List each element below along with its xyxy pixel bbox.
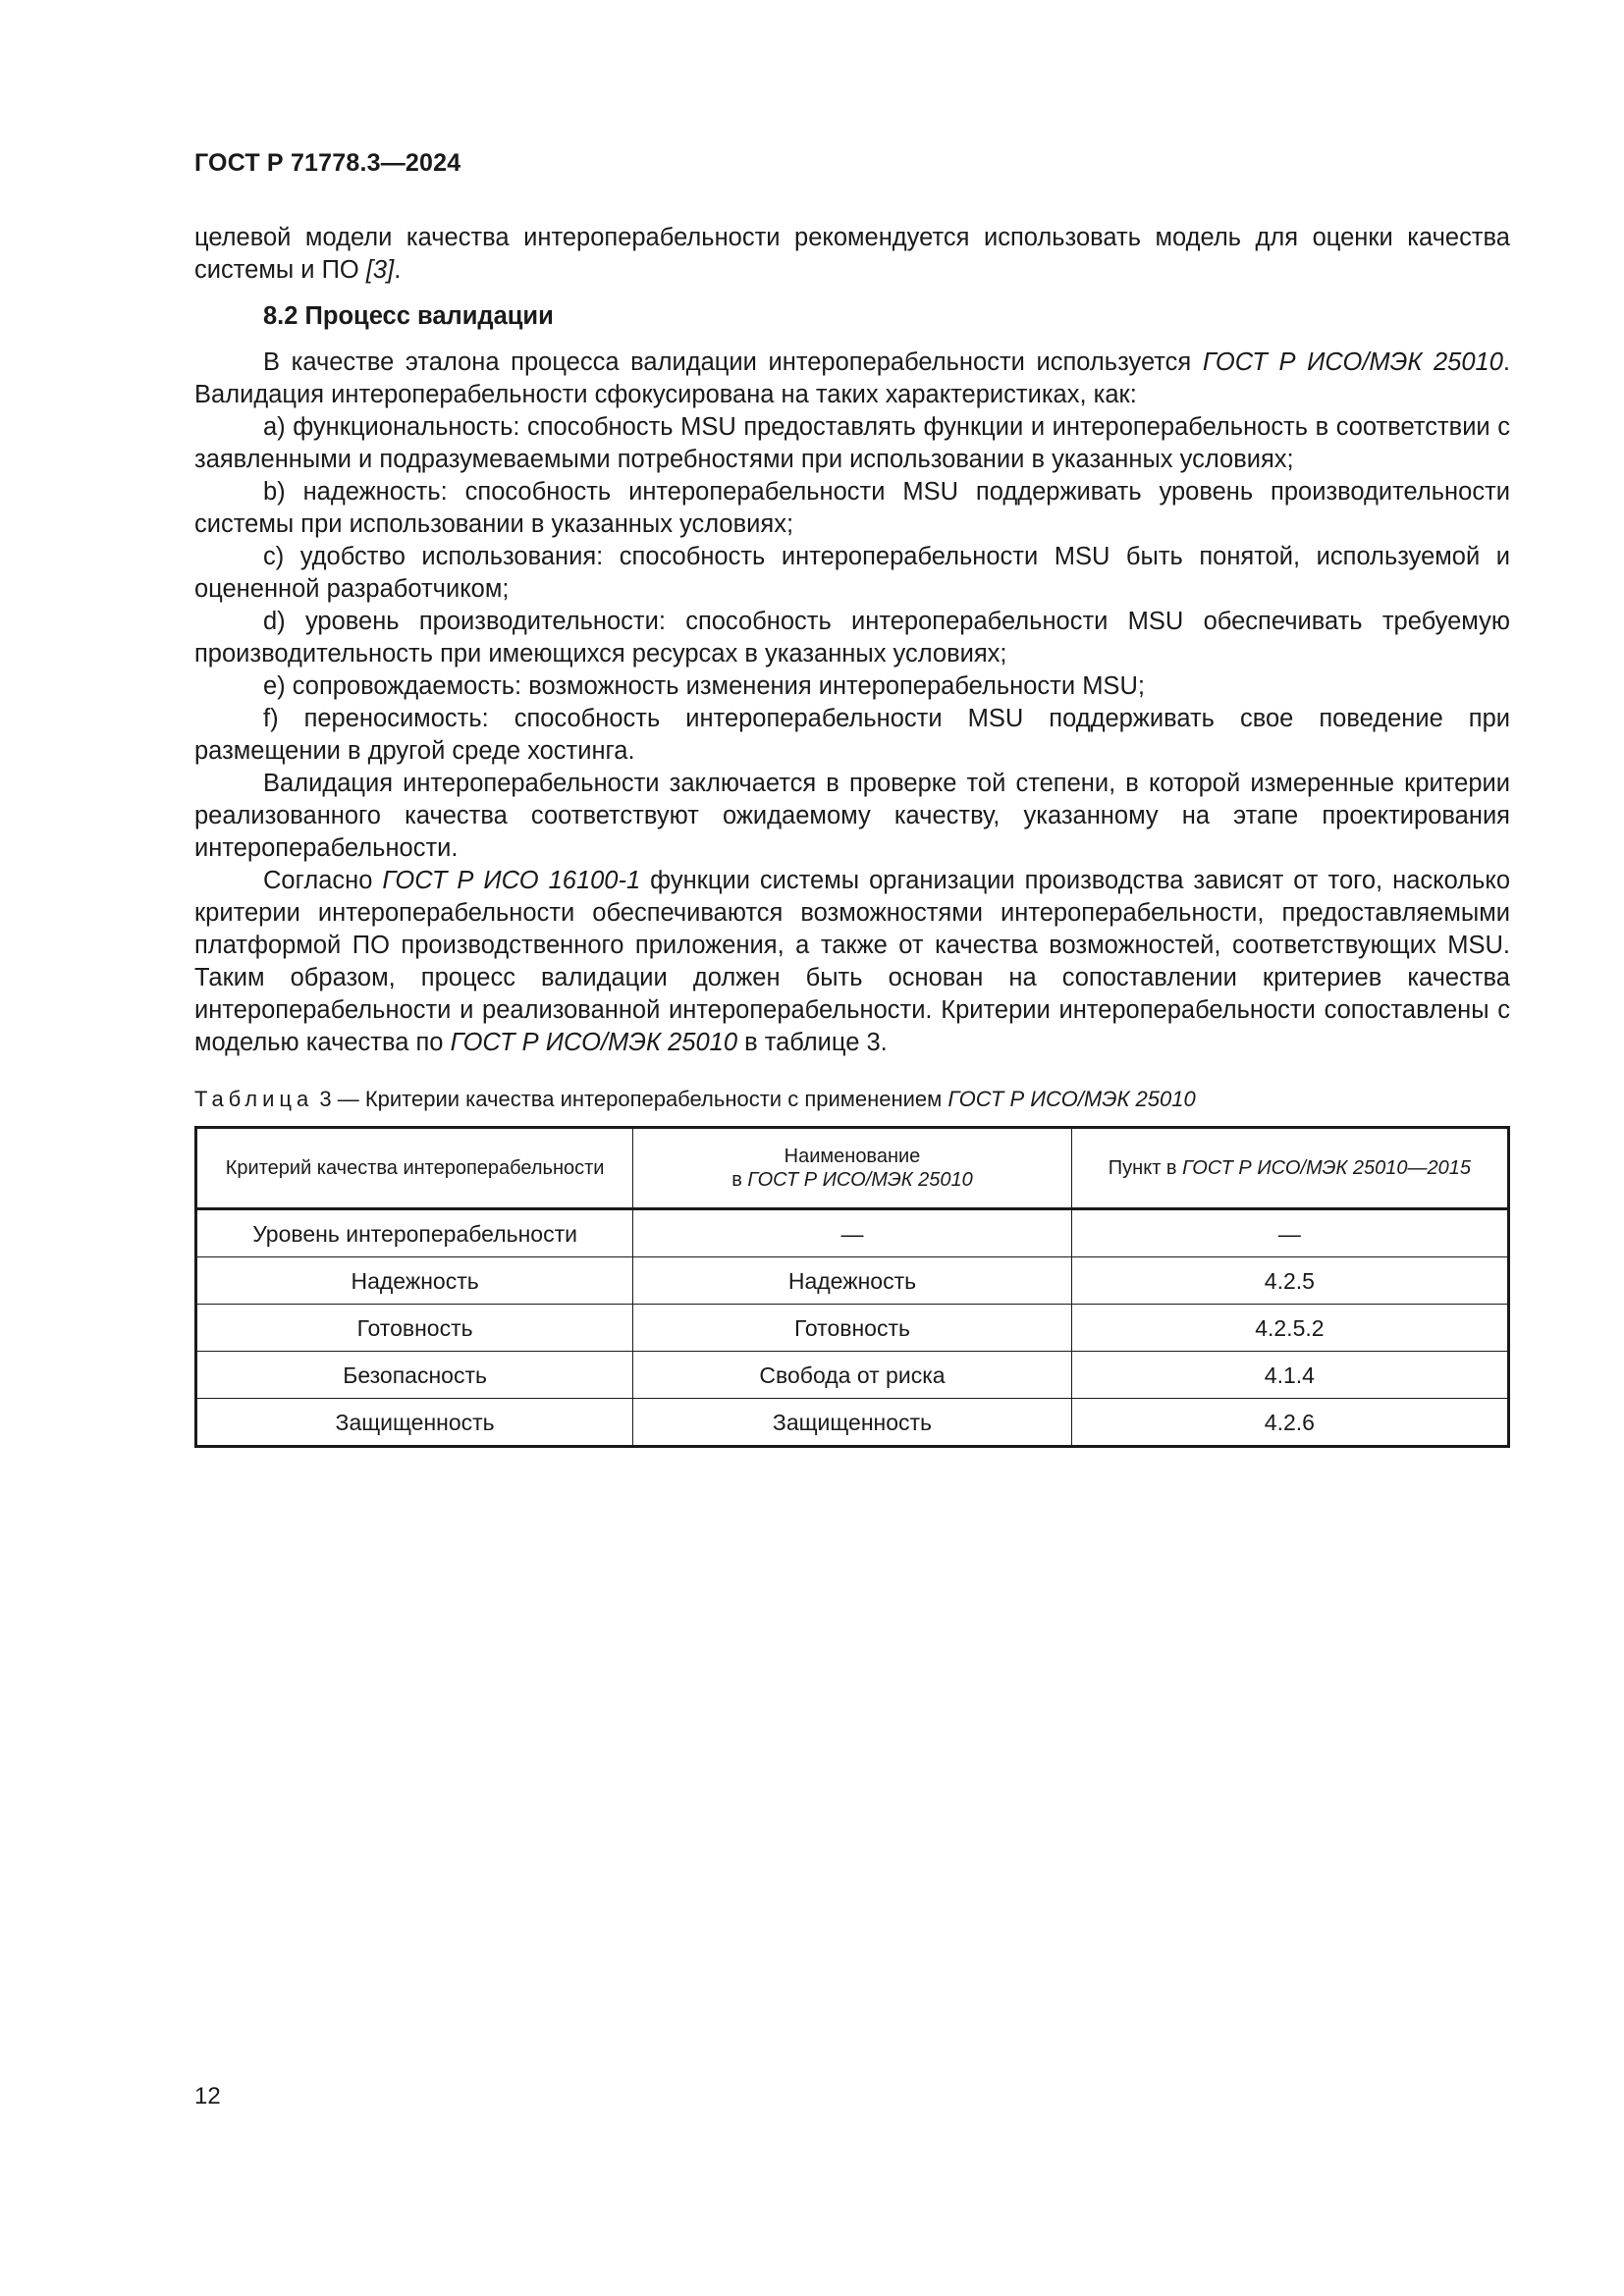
paragraph-iso-16100: Согласно ГОСТ Р ИСО 16100-1 функции системы организации производства зависят от того, насколько критерии интероперабельности обеспечиваются возможностями интероперабельности, предоставляемыми платформой ПО производственного приложения, а также от качества возможностей, соответствующих MSU. Таким образом, процесс валидации должен быть основан на сопоставлении критериев качества интероперабельности и реализованной интероперабельности. Критерии интероперабельности сопоставлены с моделью качества по ГОСТ Р ИСО/МЭК 25010 в таблице 3. xyxy=(194,867,1510,1056)
cell-criterion: Безопасность xyxy=(196,1352,633,1399)
page-number: 12 xyxy=(194,2083,221,2109)
cell-name: Готовность xyxy=(633,1305,1072,1352)
list-item-f: f) переносимость: способность интероперабельности MSU поддерживать свое поведение при размещении в другой среде хостинга. xyxy=(194,705,1510,765)
cell-clause: 4.1.4 xyxy=(1071,1352,1508,1399)
paragraph-validation-reference: В качестве эталона процесса валидации интероперабельности используется ГОСТ Р ИСО/МЭК 25010. Валидация интероперабельности сфокусирована на таких характеристиках, как: xyxy=(194,348,1510,408)
table-header-row xyxy=(196,1128,1509,1209)
standard-reference: ГОСТ Р ИСО/МЭК 25010 xyxy=(450,1029,738,1056)
table-row xyxy=(196,1305,1509,1352)
standard-reference: ГОСТ Р ИСО 16100-1 xyxy=(382,867,641,894)
list-item-e: e) сопровождаемость: возможность изменения интероперабельности MSU; xyxy=(263,672,1145,700)
table-caption: Таблица 3 — Критерии качества интероперабельности с применением ГОСТ Р ИСО/МЭК 25010 xyxy=(194,1087,1196,1111)
table-row xyxy=(196,1352,1509,1399)
section-heading: 8.2 Процесс валидации xyxy=(263,302,554,330)
cell-criterion: Надежность xyxy=(196,1257,633,1305)
table-row xyxy=(196,1209,1509,1257)
list-item-b: b) надежность: способность интероперабельности MSU поддерживать уровень производительности системы при использовании в указанных условиях; xyxy=(194,478,1510,538)
standard-reference: ГОСТ Р ИСО/МЭК 25010 xyxy=(947,1087,1196,1111)
cell-name: Свобода от риска xyxy=(633,1352,1072,1399)
criteria-table xyxy=(194,1126,1510,1448)
cell-name: — xyxy=(633,1209,1072,1257)
standard-reference: ГОСТ Р ИСО/МЭК 25010 xyxy=(1202,348,1503,376)
document-code-header: ГОСТ Р 71778.3—2024 xyxy=(194,149,461,177)
cell-clause: 4.2.6 xyxy=(1071,1399,1508,1447)
cell-criterion: Защищенность xyxy=(196,1399,633,1447)
table-row xyxy=(196,1257,1509,1305)
paragraph-validation-definition: Валидация интероперабельности заключается в проверке той степени, в которой измеренные критерии реализованного качества соответствуют ожидаемому качеству, указанному на этапе проектирования интероперабельности. xyxy=(194,770,1510,862)
column-header-clause: Пункт в ГОСТ Р ИСО/МЭК 25010—2015 xyxy=(1071,1128,1508,1209)
cell-name: Надежность xyxy=(633,1257,1072,1305)
table-caption-word: Таблица xyxy=(194,1087,314,1111)
cell-clause: — xyxy=(1071,1209,1508,1257)
list-item-a: а) функциональность: способность MSU предоставлять функции и интероперабельность в соответствии с заявленными и подразумеваемыми потребностями при использовании в указанных условиях; xyxy=(194,413,1510,473)
document-body xyxy=(194,222,1510,1448)
list-item-c: c) удобство использования: способность интероперабельности MSU быть понятой, используемой и оцененной разработчиком; xyxy=(194,543,1510,603)
cell-criterion: Уровень интероперабельности xyxy=(196,1209,633,1257)
cell-criterion: Готовность xyxy=(196,1305,633,1352)
cell-clause: 4.2.5.2 xyxy=(1071,1305,1508,1352)
cell-name: Защищенность xyxy=(633,1399,1072,1447)
list-item-d: d) уровень производительности: способность интероперабельности MSU обеспечивать требуемую производительность при имеющихся ресурсах в указанных условиях; xyxy=(194,608,1510,667)
paragraph-continuation: целевой модели качества интероперабельности рекомендуется использовать модель для оценки качества системы и ПО [3]. xyxy=(194,224,1510,284)
reference-3: [3] xyxy=(365,256,395,284)
column-header-name: Наименование в ГОСТ Р ИСО/МЭК 25010 xyxy=(633,1128,1072,1209)
cell-clause: 4.2.5 xyxy=(1071,1257,1508,1305)
column-header-criterion: Критерий качества интероперабельности xyxy=(196,1128,633,1209)
table-row xyxy=(196,1399,1509,1447)
